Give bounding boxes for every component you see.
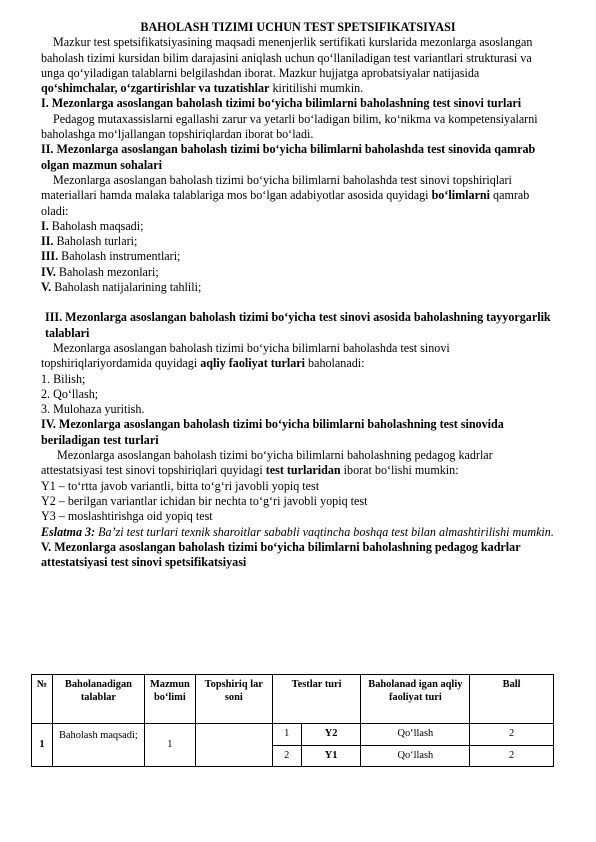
header-score: Ball [470,675,554,724]
list-item: I. Baholash maqsadi; [41,218,144,233]
list-item: II. Baholash turlari; [41,234,138,249]
row-task-count [195,724,272,767]
activity-type: Qo‘llash [361,724,470,746]
header-activity-type: Baholanad igan aqliy faoliyat turi [361,675,470,724]
section-1-heading: I. Mezonlarga asoslangan baholash tizimi bo‘yicha bilimlarni baholashning test sinovi turlari [41,96,522,111]
document-title: BAHOLASH TIZIMI UCHUN TEST SPETSIFIKATSIYASI [140,20,456,34]
list-item: Y2 – berilgan variantlar ichidan bir nechta to‘g‘ri javobli yopiq test [41,493,368,508]
header-task-count: Topshiriq lar soni [195,675,272,724]
section-3-heading: III. Mezonlarga asoslangan baholash tizimi bo‘yicha test sinovi asosida baholashning tayyorgarlik talablari [45,310,551,340]
document-page [41,20,555,570]
test-type: Y2 [301,724,361,746]
note: Eslatma 3: Ba’zi test turlari texnik sharoitlar sababli vaqtincha boshqa test bilan almashtirilishi mumkin. [41,524,554,539]
row-requirement: Baholash maqsadi; [52,724,144,767]
list-item: Y3 – moslashtirishga oid yopiq test [41,509,213,524]
list-item: 1. Bilish; [41,371,86,386]
section-2-heading: II. Mezonlarga asoslangan baholash tizimi bo‘yicha bilimlarni baholashda test sinovida qamrab olgan mazmun sohalari [41,142,536,172]
row-section: 1 [144,724,195,767]
header-content-section: Mazmun bo‘limi [144,675,195,724]
score: 2 [470,745,554,767]
subrow-number: 1 [272,724,301,746]
header-requirements: Baholanadigan talablar [52,675,144,724]
list-item: 3. Mulohaza yuritish. [41,402,145,417]
list-item: IV. Baholash mezonlari; [41,264,159,279]
section-5-heading: V. Mezonlarga asoslangan baholash tizimi bo‘yicha bilimlarni baholashning pedagog kadrlar attestatsiyasi test sinovi spetsifikatsiyasi [41,539,521,570]
list-item: Y1 – to‘rtta javob variantli, bitta to‘g‘ri javobli yopiq test [41,478,320,493]
header-test-type: Testlar turi [272,675,361,724]
section-3-text: Mezonlarga asoslangan baholash tizimi bo‘yicha bilimlarni baholashda test sinovi topshiriqlariyordamida quyidagi aqliy faoliyat turlari baholanadi: [41,340,450,371]
section-4-heading: IV. Mezonlarga asoslangan baholash tizimi bo‘yicha bilimlarni baholashning test sinovida beriladigan test turlari [41,417,504,447]
list-item: III. Baholash instrumentlari; [41,249,181,264]
table-header-row [32,675,554,724]
score: 2 [470,724,554,746]
list-item: 2. Qo‘llash; [41,386,99,401]
table-row [32,724,554,746]
row-number: 1 [32,724,53,767]
activity-type: Qo‘llash [361,745,470,767]
section-2-text: Mezonlarga asoslangan baholash tizimi bo‘yicha bilimlarni baholashda test sinovi topshiriqlari materiallari hamda malaka talablariga mos bo‘lgan adabiyotlar asosida quyidagi bo‘limlarni qamrab oladi: [41,172,530,218]
subrow-number: 2 [272,745,301,767]
intro-paragraph: Mazkur test spetsifikatsiyasining maqsadi menenjerlik sertifikati kurslarida mezonlarga asoslangan baholash tizimi kursidan bilim darajasini aniqlash uchun qo‘llaniladigan test variantlari strukturasi va unga qo‘yiladigan talablarni belgilashdan iborat. Mazkur hujjatga aprobatsiyalar natijasida qo‘shimchalar, o‘zgartirishlar va tuzatishlar kiritilishi mumkin. [41,35,533,96]
list-item: V. Baholash natijalarining tahlili; [41,280,202,295]
section-1-text: Pedagog mutaxassislarni egallashi zarur va yetarli bo‘ladigan bilim, ko‘nikma va kompetensiyalarni baholashga mo‘ljallangan topshiriqlardan iborat bo‘ladi. [41,111,538,142]
header-number: № [32,675,53,724]
section-4-text: Mezonlarga asoslangan baholash tizimi bo‘yicha bilimlarni baholashning pedagog kadrlar attestatsiyasi test sinovi topshiriqlari quyidagi test turlaridan iborat bo‘lishi mumkin: [41,448,493,478]
specification-table [31,674,554,767]
test-type: Y1 [301,745,361,767]
